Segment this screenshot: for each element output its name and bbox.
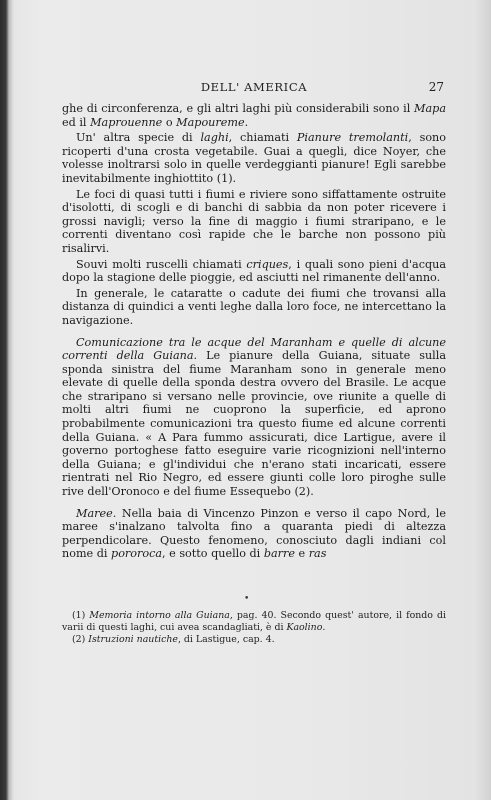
footnotes bbox=[62, 610, 446, 646]
text-run: , chiamati bbox=[228, 131, 297, 145]
text-run: . bbox=[322, 622, 326, 633]
text-run: Nella baia di Vincenzo Pinzon e verso il capo Nord, le maree s'inalzano talvolta fino a quaranta piedi di altezza perpendicolare. Questo fenomeno, conosciuto dagli indiani col nome di bbox=[62, 506, 446, 561]
italic-text: Pianure tremolanti bbox=[296, 131, 409, 145]
text-run: o bbox=[162, 115, 177, 129]
text-run: , pag. 40. Secondo quest' autore, il fondo di varii di questi laghi, cui avea scandagliati, è di bbox=[62, 610, 447, 633]
paragraph bbox=[62, 131, 446, 185]
running-title: DELL' AMERICA bbox=[200, 80, 308, 94]
text-run: Le foci di quasi tutti i fiumi e riviere sono siffattamente ostruite d'isolotti, di scogli e di banchi di sabbia da non poter ricevere i grossi navigli; verso la fine di maggio i fiumi straripano, e le correnti diventano così rapide che le barche non possono più risalirvi. bbox=[62, 187, 446, 255]
footnote bbox=[62, 610, 446, 634]
paragraph bbox=[62, 188, 446, 256]
text-run: ghe di circonferenza, e gli altri laghi più considerabili sono il bbox=[62, 102, 415, 115]
italic-text: criques bbox=[246, 257, 289, 271]
footnote bbox=[62, 634, 446, 646]
text-run: e bbox=[294, 547, 309, 561]
page-header bbox=[64, 80, 444, 98]
italic-text: Maree. bbox=[76, 506, 117, 520]
italic-text: ras bbox=[308, 547, 327, 561]
italic-text: Mapa bbox=[414, 102, 446, 115]
text-run: , di Lastigue, cap. 4. bbox=[177, 634, 275, 645]
italic-text: Maprouenne bbox=[90, 115, 163, 129]
italic-text: Comunicazione tra le acque del Maranham e quelle di alcune correnti della Guiana. bbox=[62, 335, 446, 363]
paragraph bbox=[62, 287, 446, 328]
text-run: Le pianure della Guiana, situate sulla sponda sinistra del fiume Maranham sono in generale meno elevate di quelle della sponda destra ovvero del Brasile. Le acque che straripano si versano nelle provincie, ove riunite a quelle di molti altri fiumi ne cuoprono la superficie, ed aprono probabilmente comunicazioni tra questo fiume ed alcune correnti della Guiana. « A Para fummo assicurati, dice Lartigue, avere il governo portoghese fatto eseguire varie ricognizioni nell'interno della Guiana; e gl'individui che n'erano stati incaricati, essere rientrati nel Rio Negro, ed essere giunti colle loro piroghe sulle rive dell'Oronoco e del fiume Essequebo (2). bbox=[62, 349, 447, 499]
text-run: In generale, le cataratte o cadute dei fiumi che trovansi alla distanza di quindici a venti leghe dalla loro foce, ne intercettano la navigazione. bbox=[62, 286, 446, 327]
italic-text: Mapoureme bbox=[176, 115, 245, 129]
signature-mark: • bbox=[244, 594, 250, 604]
paragraph bbox=[62, 102, 446, 129]
text-run: (1) bbox=[72, 610, 90, 621]
paragraph bbox=[62, 336, 446, 499]
text-run: , i quali sono pieni d'acqua dopo la stagione delle pioggie, ed asciutti nel rimanente dell'anno. bbox=[62, 257, 446, 285]
italic-text: laghi bbox=[200, 131, 229, 145]
paragraph bbox=[62, 258, 446, 285]
paragraph bbox=[62, 507, 446, 561]
italic-text: barre bbox=[263, 547, 295, 561]
italic-text: Istruzioni nautiche bbox=[88, 634, 178, 645]
italic-text: pororoca bbox=[111, 547, 163, 561]
italic-text: Kaolino bbox=[286, 622, 323, 633]
text-run: ed il bbox=[62, 115, 91, 129]
text-run: Souvi molti ruscelli chiamati bbox=[76, 257, 247, 271]
text-run: Un' altra specie di bbox=[76, 131, 201, 145]
text-run: , sono ricoperti d'una crosta vegetabile. Guai a quegli, dice Noyer, che volesse inoltrarsi solo in quelle verdeggianti pianure! Egli sarebbe inevitabilmente inghiottito (1). bbox=[62, 131, 447, 185]
italic-text: Memoria intorno alla Guiana bbox=[89, 610, 230, 621]
page-number: 27 bbox=[428, 80, 444, 94]
body-text bbox=[62, 102, 446, 563]
text-run: , e sotto quello di bbox=[162, 547, 264, 561]
text-run: . bbox=[244, 115, 249, 129]
text-run: (2) bbox=[72, 634, 89, 645]
